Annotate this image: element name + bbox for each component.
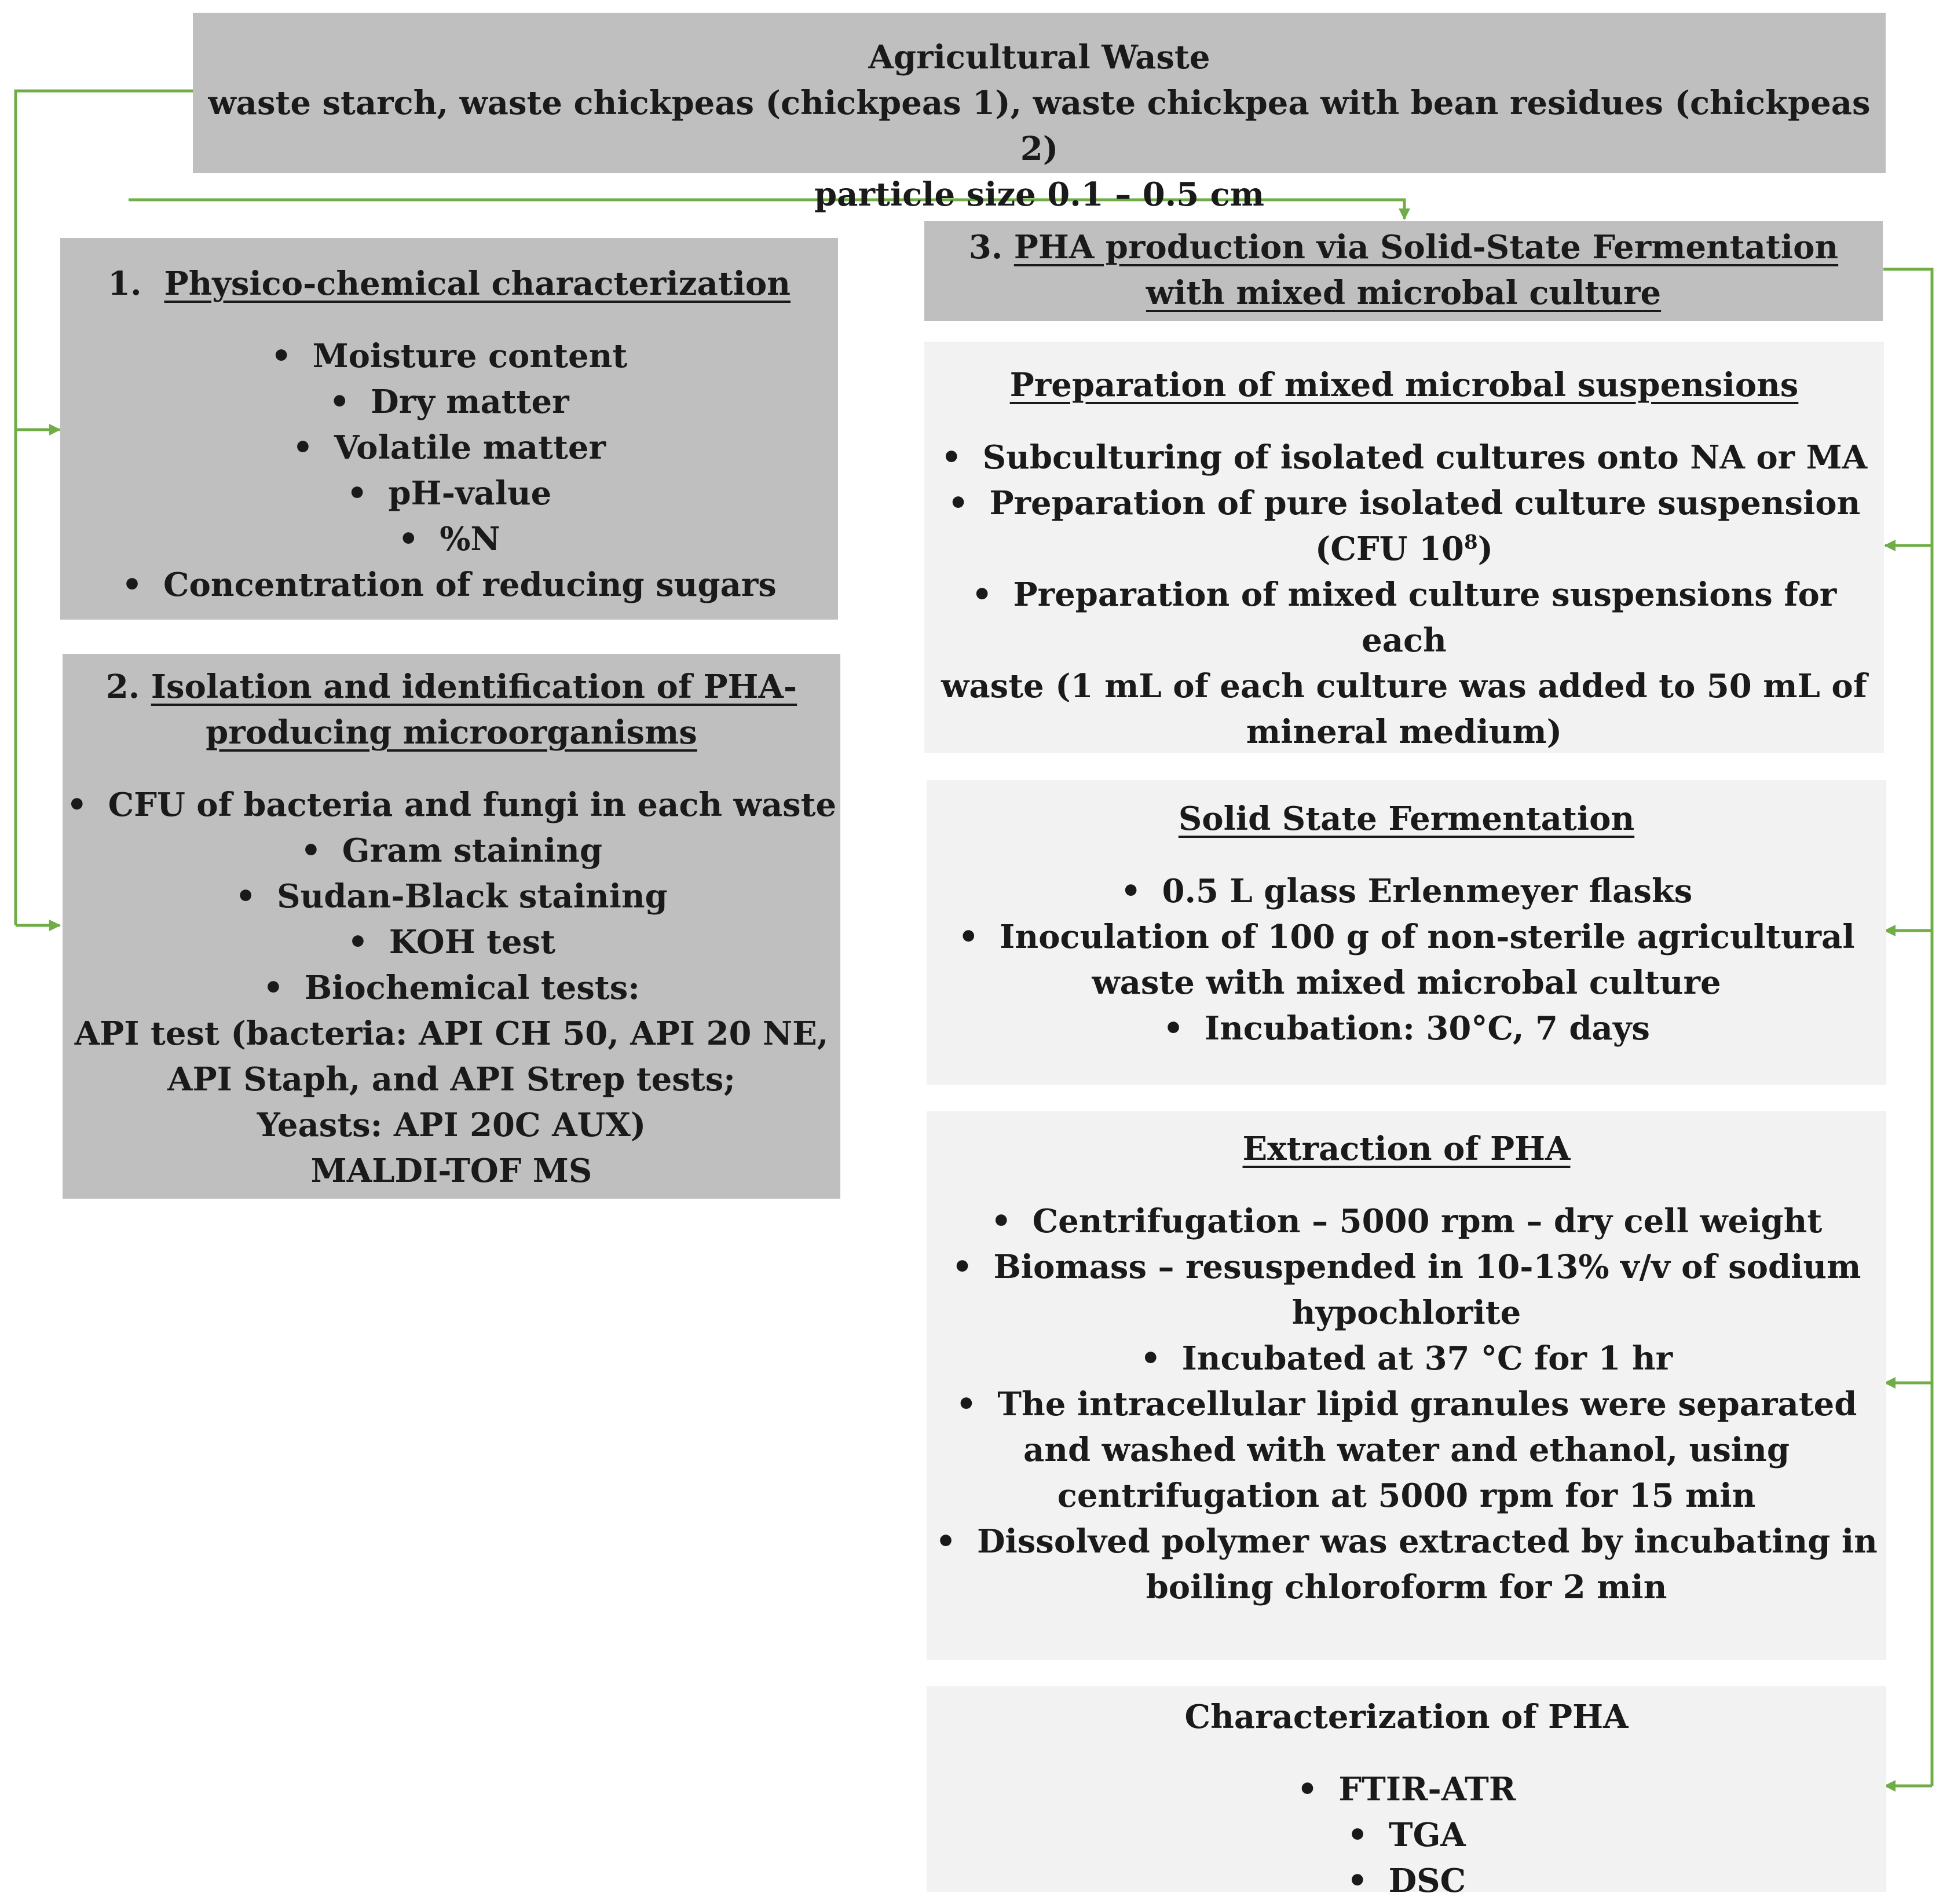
ssf-title: Solid State Fermentation: [1178, 800, 1635, 838]
list-item: • Incubation: 30°C, 7 days: [927, 1006, 1886, 1052]
list-item: • Incubated at 37 °C for 1 hr: [927, 1336, 1886, 1382]
characterization-list: [927, 1767, 1886, 1904]
box2-title-line1: Isolation and identification of PHA-: [151, 668, 797, 706]
extraction-item5-line2: boiling chloroform for 2 min: [1146, 1568, 1667, 1606]
box3-heading-line1: [924, 225, 1883, 270]
ssf-item2-line2: waste with mixed microbal culture: [1092, 964, 1721, 1002]
extraction-item2-line2: hypochlorite: [1291, 1294, 1521, 1332]
list-item: • Dissolved polymer was extracted by incubating in: [927, 1519, 1886, 1565]
list-item: • TGA: [927, 1813, 1886, 1858]
prep-title: Preparation of mixed microbal suspensions: [1009, 366, 1799, 404]
box2-title-line2: producing microorganisms: [206, 713, 697, 752]
list-item: • Gram staining: [63, 828, 840, 874]
prep-item3-line2: waste (1 mL of each culture was added to 50 mL of: [941, 667, 1867, 705]
list-item: • KOH test: [63, 920, 840, 965]
box3-number: 3.: [968, 228, 1003, 266]
box3-heading-line2: [924, 270, 1883, 316]
list-item: • Biochemical tests:: [63, 965, 840, 1011]
api-test-line2: API Staph, and API Strep tests;: [167, 1060, 736, 1099]
box1-number: 1.: [108, 265, 142, 303]
maldi-tof-line: MALDI-TOF MS: [310, 1152, 592, 1190]
list-item: • 0.5 L glass Erlenmeyer flasks: [927, 869, 1886, 914]
list-item: • FTIR-ATR: [927, 1767, 1886, 1813]
list-item: • Sudan-Black staining: [63, 874, 840, 920]
prep-cfu-line: (CFU $10^8$): [1315, 530, 1494, 568]
physico-chemical-box: [60, 238, 838, 620]
extraction-box: [927, 1111, 1886, 1660]
pha-production-box: [924, 221, 1883, 321]
list-item: • Dry matter: [60, 379, 838, 425]
list-item: • DSC: [927, 1858, 1886, 1904]
box2-list: [63, 782, 840, 1011]
list-item: • pH-value: [60, 471, 838, 517]
box2-heading-line1: [63, 664, 840, 710]
list-item: • CFU of bacteria and fungi in each waste: [63, 782, 840, 828]
extraction-item4-line2: and washed with water and ethanol, using: [1023, 1431, 1790, 1469]
extraction-item4-line3: centrifugation at 5000 rpm for 15 min: [1057, 1477, 1756, 1515]
particle-size-line: particle size 0.1 – 0.5 cm: [814, 175, 1264, 214]
list-item: • Moisture content: [60, 334, 838, 379]
ssf-list: [927, 869, 1886, 960]
extraction-list: [927, 1199, 1886, 1290]
list-item: • Biomass – resuspended in 10-13% v/v of sodium: [927, 1244, 1886, 1290]
list-item: • Preparation of pure isolated culture suspension: [924, 481, 1884, 526]
isolation-box: [63, 654, 840, 1199]
agricultural-waste-box: [193, 13, 1886, 214]
line-right-trunk: [1883, 269, 1932, 1786]
box1-list: [60, 334, 838, 608]
list-item: • Centrifugation – 5000 rpm – dry cell weight: [927, 1199, 1886, 1244]
list-item: • Preparation of mixed culture suspensions for each: [924, 572, 1884, 664]
box3-title-line2: with mixed microbal culture: [1146, 274, 1662, 312]
list-item: • The intracellular lipid granules were separated: [927, 1382, 1886, 1427]
list-item: • Volatile matter: [60, 425, 838, 471]
prep-list: [924, 435, 1884, 526]
prep-item3-line3: mineral medium): [1246, 713, 1563, 751]
characterization-title: Characterization of PHA: [1184, 1698, 1629, 1736]
agricultural-waste-title: Agricultural Waste: [868, 38, 1210, 76]
box1-title: Physico-chemical characterization: [164, 265, 791, 303]
box2-number: 2.: [105, 668, 140, 706]
characterization-box: [927, 1686, 1886, 1900]
box1-heading: [60, 261, 838, 307]
extraction-title: Extraction of PHA: [1242, 1130, 1571, 1168]
box2-heading-line2: [63, 710, 840, 756]
preparation-box: [924, 342, 1884, 753]
list-item: • Inoculation of 100 g of non-sterile agricultural: [927, 914, 1886, 960]
list-item: • %N: [60, 517, 838, 562]
box3-title-line1: PHA production via Solid-State Fermentation: [1013, 228, 1839, 266]
api-test-line3: Yeasts: API 20C AUX): [257, 1106, 646, 1144]
api-test-line1: API test (bacteria: API CH 50, API 20 NE,: [74, 1015, 829, 1053]
waste-types-line: waste starch, waste chickpeas (chickpeas 1), waste chickpea with bean residues (chickpeas 2): [208, 84, 1871, 168]
ssf-box: [927, 780, 1886, 1085]
list-item: • Concentration of reducing sugars: [60, 562, 838, 608]
list-item: • Subculturing of isolated cultures onto NA or MA: [924, 435, 1884, 481]
